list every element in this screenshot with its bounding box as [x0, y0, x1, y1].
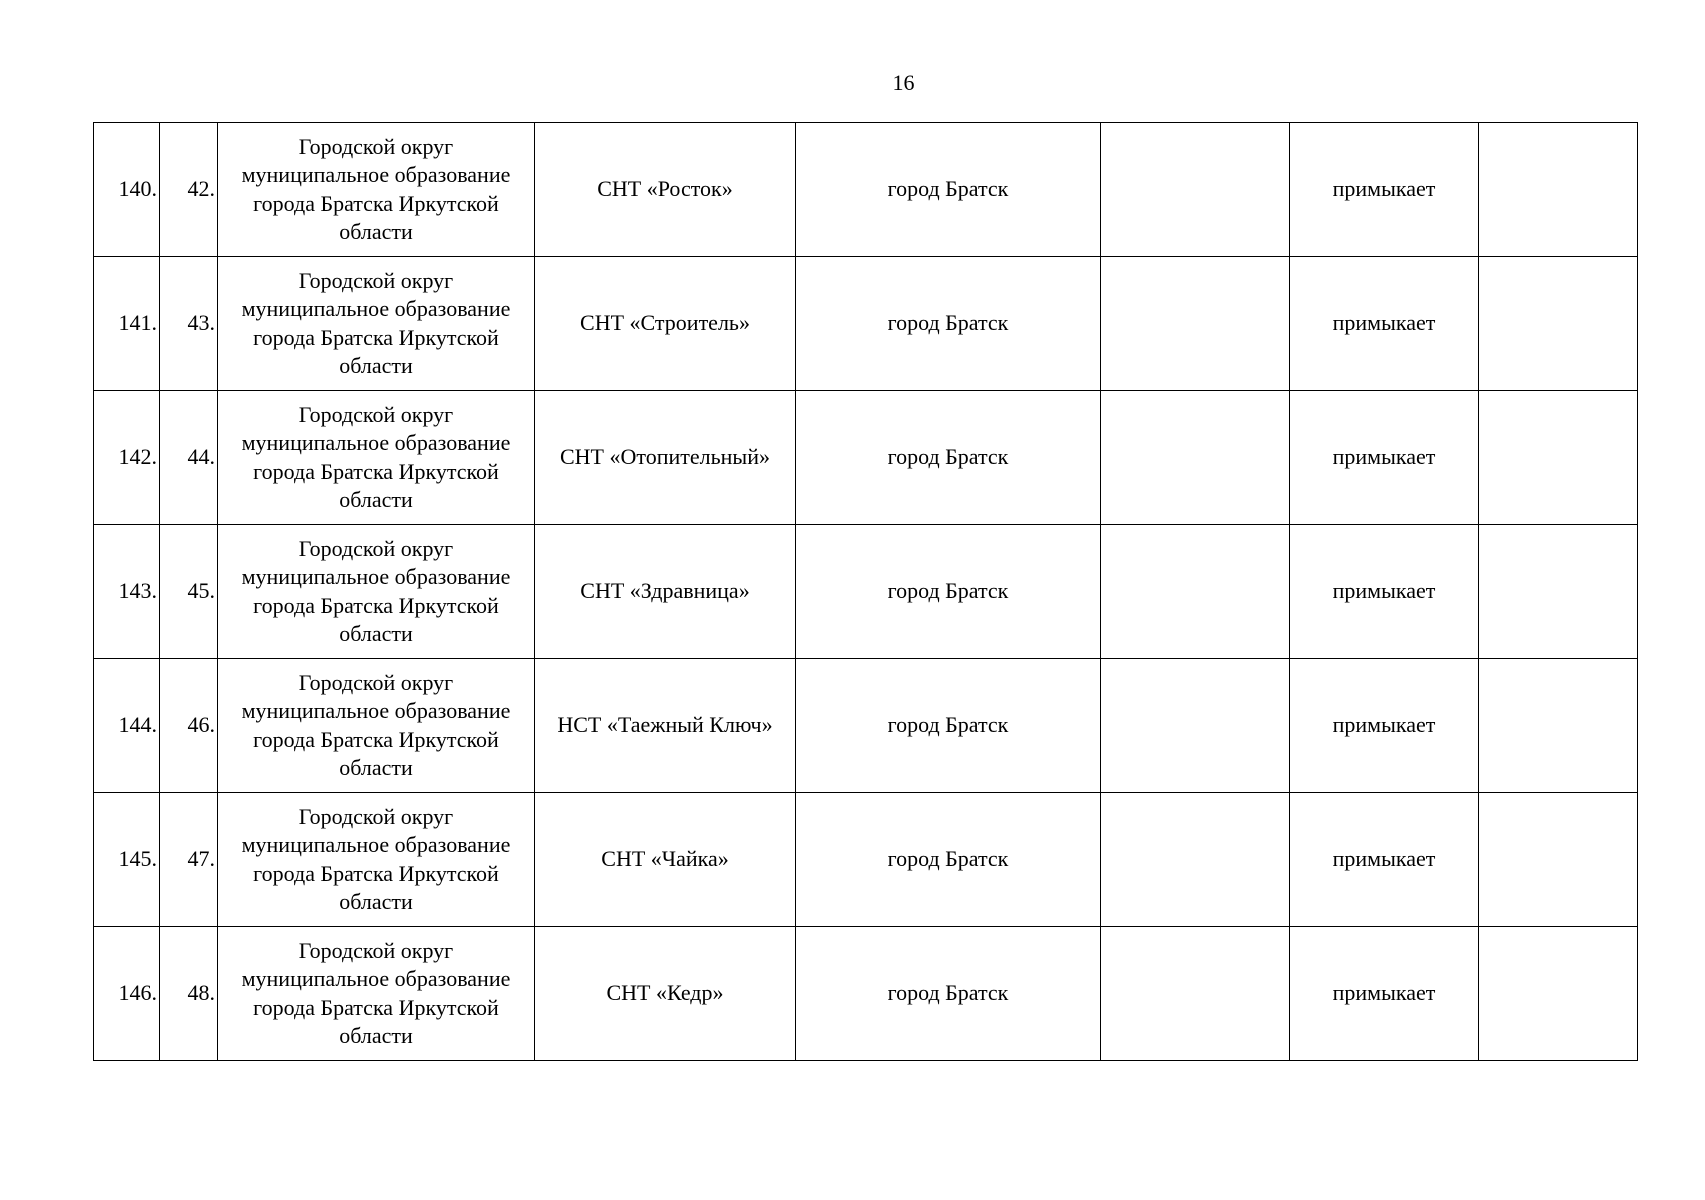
- locality-text: город Братск: [887, 310, 1009, 336]
- relation-text: примыкает: [1332, 444, 1436, 470]
- row-number-text: 140.: [118, 176, 157, 202]
- sub-number-cell: [160, 525, 218, 659]
- row-number-cell: [94, 123, 160, 257]
- district-line: города Братска Иркутской: [253, 324, 499, 350]
- district-line: Городской округ: [298, 669, 454, 695]
- district-line: муниципальное образование: [241, 430, 511, 455]
- table-row: [94, 257, 1638, 391]
- district-line: Городской округ: [298, 803, 454, 829]
- table-row: [94, 525, 1638, 659]
- partnership-name-text: СНТ «Здравница»: [580, 578, 750, 604]
- locality-text: город Братск: [887, 176, 1009, 202]
- sub-number-text: 43.: [187, 310, 215, 336]
- locality-cell: [796, 793, 1101, 927]
- district-line: муниципальное образование: [241, 564, 511, 589]
- district-line: муниципальное образование: [241, 698, 511, 723]
- row-number-text: 146.: [118, 980, 157, 1006]
- partnership-name-text: СНТ «Кедр»: [606, 980, 724, 1006]
- row-number-text: 143.: [118, 578, 157, 604]
- row-number-cell: [94, 257, 160, 391]
- locality-text: город Братск: [887, 846, 1009, 872]
- relation-cell: [1290, 927, 1479, 1061]
- relation-text: примыкает: [1332, 578, 1436, 604]
- district-cell: [218, 659, 535, 793]
- empty-cell: [1101, 793, 1290, 927]
- note-cell: [1479, 927, 1638, 1061]
- district-line: Городской округ: [298, 401, 454, 427]
- note-cell: [1479, 793, 1638, 927]
- locality-cell: [796, 257, 1101, 391]
- empty-cell: [1101, 257, 1290, 391]
- table-row: [94, 927, 1638, 1061]
- partnership-name-text: СНТ «Росток»: [597, 176, 733, 202]
- district-line: муниципальное образование: [241, 162, 511, 187]
- district-cell: [218, 525, 535, 659]
- relation-text: примыкает: [1332, 980, 1436, 1006]
- row-number-cell: [94, 927, 160, 1061]
- sub-number-text: 42.: [187, 176, 215, 202]
- district-line: области: [339, 219, 413, 244]
- note-cell: [1479, 391, 1638, 525]
- district-line: Городской округ: [298, 267, 454, 293]
- sub-number-cell: [160, 391, 218, 525]
- district-line: муниципальное образование: [241, 296, 511, 321]
- note-cell: [1479, 123, 1638, 257]
- empty-cell: [1101, 391, 1290, 525]
- partnership-name-text: НСТ «Таежный Ключ»: [557, 712, 773, 738]
- relation-cell: [1290, 257, 1479, 391]
- relation-cell: [1290, 793, 1479, 927]
- sub-number-text: 47.: [187, 846, 215, 872]
- district-line: муниципальное образование: [241, 832, 511, 857]
- registry-body: [94, 123, 1638, 1061]
- district-line: области: [339, 487, 413, 512]
- district-cell: [218, 927, 535, 1061]
- district-cell: [218, 257, 535, 391]
- partnership-name-cell: [535, 793, 796, 927]
- district-line: области: [339, 755, 413, 780]
- row-number-cell: [94, 391, 160, 525]
- table-row: [94, 123, 1638, 257]
- district-line: Городской округ: [298, 937, 454, 963]
- row-number-text: 141.: [118, 310, 157, 336]
- note-cell: [1479, 525, 1638, 659]
- table-row: [94, 659, 1638, 793]
- partnership-name-cell: [535, 391, 796, 525]
- relation-cell: [1290, 123, 1479, 257]
- district-line: города Братска Иркутской: [253, 994, 499, 1020]
- locality-text: город Братск: [887, 980, 1009, 1006]
- row-number-cell: [94, 659, 160, 793]
- sub-number-cell: [160, 793, 218, 927]
- row-number-text: 144.: [118, 712, 157, 738]
- sub-number-cell: [160, 927, 218, 1061]
- district-cell: [218, 391, 535, 525]
- registry-table: [93, 122, 1638, 1061]
- district-line: Городской округ: [298, 133, 454, 159]
- sub-number-cell: [160, 257, 218, 391]
- table-row: [94, 391, 1638, 525]
- sub-number-text: 46.: [187, 712, 215, 738]
- relation-text: примыкает: [1332, 712, 1436, 738]
- row-number-text: 142.: [118, 444, 157, 470]
- locality-cell: [796, 659, 1101, 793]
- empty-cell: [1101, 525, 1290, 659]
- row-number-text: 145.: [118, 846, 157, 872]
- district-line: города Братска Иркутской: [253, 458, 499, 484]
- relation-text: примыкает: [1332, 846, 1436, 872]
- note-cell: [1479, 659, 1638, 793]
- district-line: муниципальное образование: [241, 966, 511, 991]
- empty-cell: [1101, 659, 1290, 793]
- locality-text: город Братск: [887, 444, 1009, 470]
- district-line: города Братска Иркутской: [253, 726, 499, 752]
- district-line: Городской округ: [298, 535, 454, 561]
- district-line: области: [339, 889, 413, 914]
- district-line: области: [339, 1023, 413, 1048]
- partnership-name-text: СНТ «Строитель»: [580, 310, 750, 336]
- district-cell: [218, 123, 535, 257]
- locality-cell: [796, 927, 1101, 1061]
- locality-cell: [796, 391, 1101, 525]
- sub-number-text: 44.: [187, 444, 215, 470]
- locality-text: город Братск: [887, 578, 1009, 604]
- sub-number-text: 45.: [187, 578, 215, 604]
- partnership-name-cell: [535, 927, 796, 1061]
- locality-cell: [796, 525, 1101, 659]
- sub-number-text: 48.: [187, 980, 215, 1006]
- relation-cell: [1290, 391, 1479, 525]
- locality-cell: [796, 123, 1101, 257]
- district-line: области: [339, 353, 413, 378]
- row-number-cell: [94, 793, 160, 927]
- locality-text: город Братск: [887, 712, 1009, 738]
- relation-text: примыкает: [1332, 310, 1436, 336]
- sub-number-cell: [160, 659, 218, 793]
- relation-cell: [1290, 659, 1479, 793]
- partnership-name-cell: [535, 659, 796, 793]
- empty-cell: [1101, 123, 1290, 257]
- partnership-name-cell: [535, 257, 796, 391]
- table-row: [94, 793, 1638, 927]
- district-line: области: [339, 621, 413, 646]
- relation-text: примыкает: [1332, 176, 1436, 202]
- row-number-cell: [94, 525, 160, 659]
- district-line: города Братска Иркутской: [253, 190, 499, 216]
- note-cell: [1479, 257, 1638, 391]
- partnership-name-text: СНТ «Отопительный»: [560, 444, 770, 470]
- partnership-name-cell: [535, 123, 796, 257]
- relation-cell: [1290, 525, 1479, 659]
- district-cell: [218, 793, 535, 927]
- empty-cell: [1101, 927, 1290, 1061]
- district-line: города Братска Иркутской: [253, 592, 499, 618]
- sub-number-cell: [160, 123, 218, 257]
- district-line: города Братска Иркутской: [253, 860, 499, 886]
- partnership-name-text: СНТ «Чайка»: [601, 846, 729, 872]
- page-number: 16: [892, 70, 915, 95]
- partnership-name-cell: [535, 525, 796, 659]
